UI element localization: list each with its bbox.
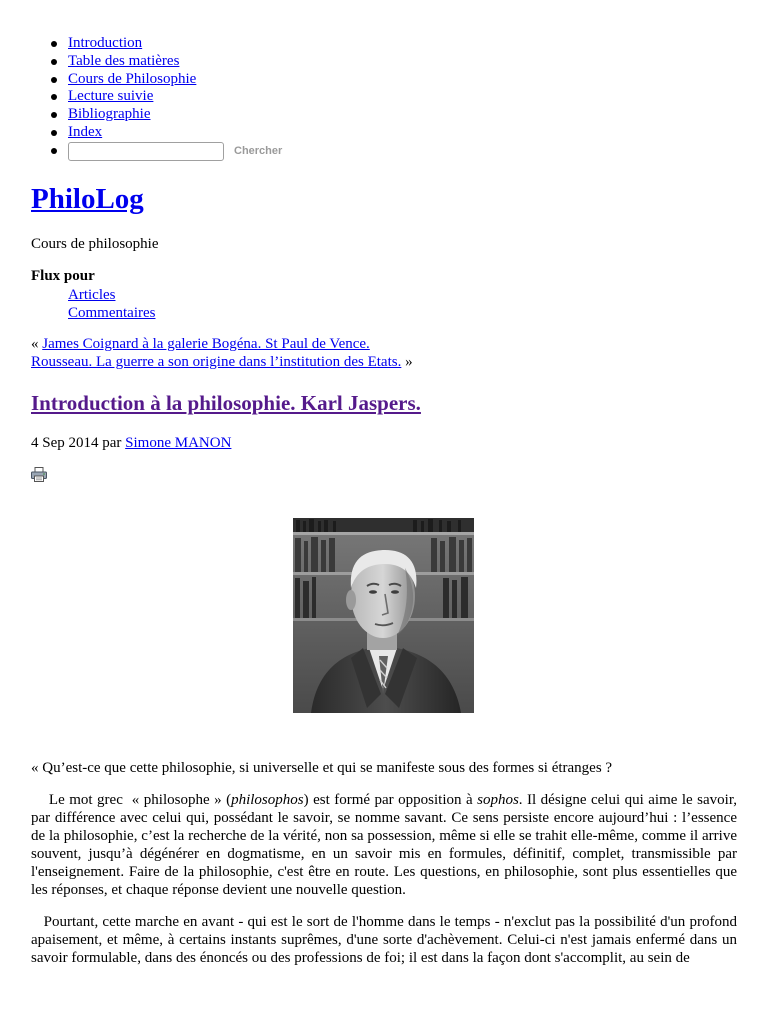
- author-link[interactable]: Simone MANON: [125, 435, 232, 451]
- site-title: [31, 182, 144, 216]
- feed-link-articles[interactable]: Articles: [68, 287, 116, 303]
- feed-link-commentaires[interactable]: Commentaires: [68, 305, 156, 321]
- nav-item-index: [0, 124, 282, 142]
- next-post-marker: »: [401, 354, 413, 370]
- nav-link-index[interactable]: Index: [68, 123, 103, 140]
- search-input[interactable]: [68, 142, 224, 161]
- search-button[interactable]: Chercher: [234, 145, 283, 158]
- intro-quote: « Qu’est-ce que cette philosophie, si universelle et qui se manifeste sous des formes si étranges ?: [31, 760, 613, 776]
- feed-item-articles: [68, 286, 155, 304]
- nav-item-lecture-suivie: [0, 88, 282, 106]
- nav-link-lecture-suivie[interactable]: Lecture suivie: [68, 88, 154, 105]
- paragraph-1: [31, 791, 737, 899]
- nav-item-introduction: [0, 35, 282, 53]
- nav-link-cours-de-philosophie[interactable]: Cours de Philosophie: [68, 70, 197, 87]
- post-date: 4 Sep 2014 par: [31, 435, 126, 451]
- prev-post-link[interactable]: James Coignard à la galerie Bogéna. St Paul de Vence.: [42, 336, 370, 352]
- nav-link-introduction[interactable]: Introduction: [68, 35, 143, 51]
- paragraph-1-part-2: ) est formé par opposition à: [303, 792, 478, 808]
- post-title-link[interactable]: Introduction à la philosophie. Karl Jaspers.: [31, 391, 421, 415]
- feeds-heading: Flux pour: [31, 268, 95, 284]
- nav-item-search: [0, 142, 282, 160]
- search-form: [68, 142, 282, 161]
- printer-icon: [31, 466, 47, 482]
- nav-link-bibliographie[interactable]: Bibliographie: [68, 106, 151, 123]
- next-post-link[interactable]: Rousseau. La guerre a son origine dans l’institution des Etats.: [31, 354, 402, 370]
- print-link[interactable]: [31, 466, 47, 482]
- post-navigation: [31, 335, 413, 371]
- nav-item-table-des-matieres: [0, 53, 282, 71]
- post-meta: [31, 435, 231, 452]
- top-navigation: [0, 35, 282, 160]
- term-philosophos: philosophos: [231, 792, 304, 808]
- paragraph-1-part-3: . Il désigne celui qui aime le savoir, par différence avec celui qui, possédant le savoir, se nomme savant. Ce sens persiste encore aujourd’hui : l’essence de la philosophie, c’est la recherche de la vérité, non sa possession, même si elle se trahit elle-même, comme il arrive souvent, jusqu’à dégénérer en dogmatisme, en un savoir mis en formules, définitif, complet, transmissible par l'enseignement. Faire de la philosophie, c'est être en route. Les questions, en philosophie, sont plus essentielles que les réponses, et chaque réponse devient une nouvelle question.: [31, 792, 737, 898]
- site-tagline: Cours de philosophie: [31, 236, 159, 252]
- karl-jaspers-portrait: [293, 518, 474, 713]
- post-title: [31, 390, 421, 416]
- term-sophos: sophos: [477, 792, 519, 808]
- paragraph-1-part-1: Le mot grec « philosophe » (: [31, 792, 232, 808]
- feed-item-commentaires: [68, 304, 155, 322]
- nav-item-cours-de-philosophie: [0, 71, 282, 89]
- nav-item-bibliographie: [0, 106, 282, 124]
- prev-post-marker: «: [31, 336, 43, 352]
- nav-link-table-des-matieres[interactable]: Table des matières: [68, 52, 180, 69]
- feeds-list: [68, 286, 155, 322]
- paragraph-2: Pourtant, cette marche en avant - qui est le sort de l'homme dans le temps - n'exclut pas la possibilité d'un profond apaisement, et même, à certains instants suprêmes, d'une sorte d'achèvement. Celui-ci n'est jamais enfermé dans un savoir formulable, dans des énoncés ou des professions de foi; il est dans la façon dont s'accomplit, au sein de: [31, 914, 741, 966]
- site-title-link[interactable]: PhiloLog: [31, 183, 144, 215]
